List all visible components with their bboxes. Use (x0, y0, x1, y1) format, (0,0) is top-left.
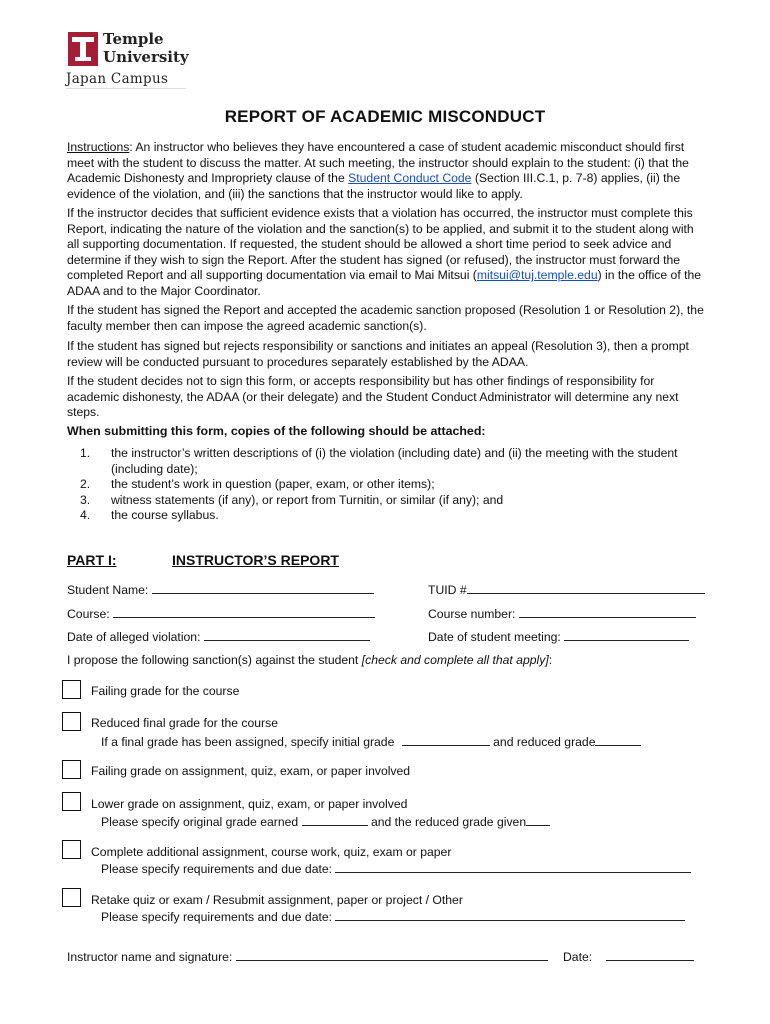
date-meeting-line[interactable] (564, 629, 689, 641)
part-label: PART I: (67, 552, 117, 568)
sanction-2-label: Reduced final grade for the course (91, 716, 278, 730)
date-violation-line[interactable] (204, 629, 370, 641)
student-conduct-code-link[interactable]: Student Conduct Code (348, 171, 472, 186)
sanction-2-checkbox[interactable] (62, 712, 81, 731)
logo-campus: Japan Campus (66, 71, 169, 87)
list-item (80, 477, 700, 493)
propose-text (67, 653, 552, 667)
list-item (80, 446, 700, 477)
logo-line-2: University (103, 48, 189, 66)
signature-label: Instructor name and signature: (67, 950, 233, 964)
sanction-2-detail (101, 734, 641, 749)
reduced-grade-given-line[interactable] (526, 814, 550, 826)
list-number: 4. (80, 508, 91, 523)
signature-field[interactable] (67, 949, 548, 964)
temple-t-icon (68, 32, 98, 66)
propose-hint: [check and complete all that apply] (361, 653, 549, 667)
tuid-field[interactable] (428, 582, 705, 597)
instructions-p2-a: If the instructor decides that sufficient evidence exists that a violation has occurred, the instructor must complete this Report, indicating the nature of the violation and the sanction(s) to be applied, and submit it to the student along with all supporting documentation. If requested, the student should be allowed a short time period to seek advice and determine if they wish to sign the Report. After the student has signed (or refused), the instructor must forward the completed Report and all supporting documentation via email to Mai Mitsui ( (67, 206, 694, 283)
sanction-4-detail (101, 814, 550, 829)
student-name-label: Student Name: (67, 583, 149, 597)
propose-main: I propose the following sanction(s) against the student (67, 653, 362, 667)
student-name-field[interactable] (67, 582, 374, 597)
sanction-4-detail-b: and the reduced grade given (370, 815, 527, 829)
instructions-paragraph-2 (67, 206, 707, 300)
sanction-3-label: Failing grade on assignment, quiz, exam, or paper involved (91, 764, 411, 778)
list-item (80, 508, 700, 524)
list-text: the student’s work in question (paper, exam, or other items); (111, 477, 435, 492)
sanction-6-detail (101, 909, 685, 924)
sanction-5-detail (101, 861, 691, 876)
sanction-4-detail-a: Please specify original grade earned (101, 815, 299, 829)
course-field[interactable] (67, 606, 375, 621)
email-link[interactable]: mitsui@tuj.temple.edu (476, 268, 598, 283)
attachments-heading: When submitting this form, copies of the following should be attached: (67, 424, 486, 438)
sanction-1-label: Failing grade for the course (91, 684, 240, 698)
date-meeting-field[interactable] (428, 629, 689, 644)
instructions-paragraph-3: If the student has signed the Report and accepted the academic sanction proposed (Resolution 1 or Resolution 2), the faculty member then can impose the agreed academic sanction(s). (67, 303, 704, 333)
list-number: 1. (80, 446, 91, 460)
instructions-paragraph-5: If the student decides not to sign this form, or accepts responsibility but has other findings of responsibility for academic dishonesty, the ADAA (or their delegate) and the Student Conduct Administrator will determine any next steps. (67, 374, 679, 420)
course-number-label: Course number: (428, 607, 516, 621)
sanction-5-checkbox[interactable] (62, 840, 81, 859)
list-number: 3. (80, 492, 91, 507)
instructions-paragraph-4: If the student has signed but rejects responsibility or sanctions and initiates an appeal (Resolution 3), then a prompt review will be conducted pursuant to procedures separately established by the ADAA. (67, 339, 689, 369)
date-meeting-label: Date of student meeting: (428, 630, 561, 644)
instructions-p1-b: (Section III.C.1, p. 7-8) applies, (ii) the evidence of the violation, and (iii) the sanctions that the instructor would like to apply. (67, 171, 681, 201)
sanction-6-checkbox[interactable] (62, 888, 81, 907)
sanction-5-detail-text: Please specify requirements and due date: (101, 862, 333, 876)
propose-end: : (548, 653, 553, 667)
date-violation-label: Date of alleged violation: (67, 630, 201, 644)
course-number-field[interactable] (428, 606, 696, 621)
tuid-label: TUID # (428, 583, 467, 597)
student-name-line[interactable] (152, 582, 374, 594)
logo-divider (66, 88, 186, 89)
sanction-1-checkbox[interactable] (62, 680, 81, 699)
sanction-4-checkbox[interactable] (62, 792, 81, 811)
date-field[interactable] (563, 949, 694, 964)
initial-grade-line[interactable] (402, 734, 490, 746)
list-number: 2. (80, 477, 91, 492)
instructions-label: Instructions (67, 140, 130, 154)
sanction-6-detail-text: Please specify requirements and due date: (101, 910, 333, 924)
sanction-5-requirements-line[interactable] (335, 861, 691, 873)
instructions-p1-a: : An instructor who believes they have encountered a case of student academic misconduct should first meet with the student to discuss the matter. At such meeting, the instructor should explain to the student: (i) that the Academic Dishonesty and Impropriety clause of the (67, 140, 689, 186)
list-item (80, 493, 700, 509)
date-line[interactable] (606, 949, 694, 961)
sanction-2-detail-b: and reduced grade (493, 735, 596, 749)
signature-line[interactable] (236, 949, 548, 961)
part-title: INSTRUCTOR’S REPORT (172, 552, 339, 568)
reduced-grade-line[interactable] (595, 734, 641, 746)
instructions-p2-b: ) in the office of the ADAA and to the Major Coordinator. (67, 268, 702, 298)
page-title: REPORT OF ACADEMIC MISCONDUCT (224, 107, 546, 126)
temple-university-logo (66, 30, 196, 90)
sanction-4-label: Lower grade on assignment, quiz, exam, or paper involved (91, 797, 408, 811)
logo-line-1: Temple (103, 30, 164, 48)
attachments-list (80, 446, 700, 524)
course-line[interactable] (113, 606, 375, 618)
original-grade-line[interactable] (302, 814, 368, 826)
sanction-3-checkbox[interactable] (62, 760, 81, 779)
tuid-line[interactable] (467, 582, 705, 594)
course-number-line[interactable] (519, 606, 696, 618)
list-text: the instructor’s written descriptions of (i) the violation (including date) and (ii) the meeting with the student (including date); (111, 446, 678, 476)
list-text: witness statements (if any), or report from Turnitin, or similar (if any); and (111, 492, 504, 507)
list-text: the course syllabus. (111, 508, 219, 523)
date-violation-field[interactable] (67, 629, 370, 644)
sanction-6-label: Retake quiz or exam / Resubmit assignment, paper or project / Other (91, 893, 463, 907)
sanction-5-label: Complete additional assignment, course work, quiz, exam or paper (91, 845, 452, 859)
sanction-2-detail-a: If a final grade has been assigned, specify initial grade (101, 735, 395, 749)
course-label: Course: (67, 607, 110, 621)
sanction-6-requirements-line[interactable] (335, 909, 685, 921)
logo-wordmark (103, 30, 189, 66)
date-label: Date: (563, 950, 593, 964)
instructions-paragraph-1 (67, 140, 707, 202)
